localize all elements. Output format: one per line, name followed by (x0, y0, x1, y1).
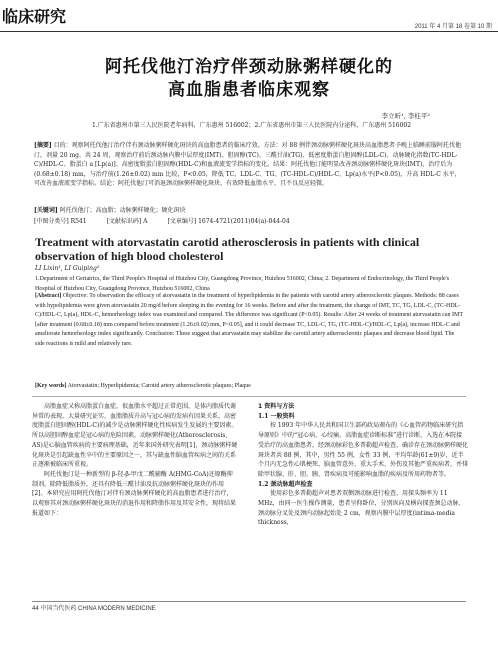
affiliation-cn: 1.广东省惠州市第三人民医院老年病科，广东惠州 516002；2.广东省惠州市第三人民医院内分泌科，广东惠州 516002 (91, 122, 412, 129)
abstract-en (35, 292, 465, 350)
body-paragraph: 阿托伐他汀是一种新型的 β-羟-β-甲戊二酰辅酶 A(HMG-CoA)还原酶抑制剂，除降低脂质外，还具有降低三酰甘油及抗动脉粥样硬化斑块的作用[2]。本研究应用阿托伐他汀对伴有颈动脉粥样硬化的高血脂患者进行治疗，以观察其对颈动脉粥样硬化斑块的消退作用和降脂作用及其安全性，现将结果报道如下： (32, 470, 237, 517)
body-rule (32, 396, 466, 397)
keywords-cn-text: 阿托伐他汀；高血脂；动脉粥样硬化；硬化斑块 (59, 207, 186, 214)
abstract-cn (34, 141, 466, 189)
body-paragraph: 使用彩色多普勒超声对患者双侧颈动脉进行检查，用探头频率为 11 MHz，由同一医生操作测量，患者呈仰卧位，分别纵向及横向探查颈总动脉、颈动脉分叉处及颈内动脉起始处 2 cm，观察内膜中层厚度(intima-media thickness， (258, 490, 465, 527)
page-header (0, 0, 498, 32)
authors-en: LI Lixin¹, LI Guiping² (35, 265, 100, 272)
issue-info: 2011 年 4 月第 18 卷第 10 期 (414, 24, 492, 30)
footer-rule (32, 601, 466, 602)
body-column-left (32, 402, 238, 518)
affiliation-en: 1.Department of Geriatrics, the Third People's Hospital of Huizhou City, Guangdong Province, Huizhou 516002, China; 2. Department of Endocrinology, the Third People's Hospital of Huizhou City, Guangdong Province, Huizhou 516002, China (35, 276, 450, 292)
keywords-en (35, 382, 465, 392)
classification-line (34, 217, 466, 227)
keywords-en-text: Atorvastatin; Hyperlipidemia; Carotid artery atherosclerotic plaques; Plaque (67, 383, 251, 389)
page-footer: 44 中国当代医药 CHINA MODERN MEDICINE (32, 606, 156, 612)
article-title-line2: 高血脂患者临床观察 (168, 80, 330, 100)
article-title-en: Treatment with atorvastatin carotid atherosclerosis in patients with clinical observation of high blood cholesterol (35, 235, 420, 263)
subsection-heading: 1.1 一般资料 (258, 412, 295, 420)
authors-cn: 李立昕¹, 李桂平² (381, 112, 430, 120)
section-heading: 1 资料与方法 (258, 403, 295, 410)
body-paragraph: 高脂血症又称高脂蛋白血症，很血脂水平超过正常范围，是体内脂质代谢异常的表现。大量研究证实，血脂脂质升高与冠心病的发病有因果关系，高密度脂蛋白胆固醇(HDL-C)的减少是动脉粥样硬化性疾病发生发展的主要因素。所以高胆固醇血症是冠心病的危险因素，动脉粥样硬化(Atherosclerosis, AS)是心脑血管疾病的主要病理基础，近年来国外研究表明[1]，颈动脉粥样硬化斑块是引起缺血性卒中的主要原因之一，其与缺血性脑血管疾病之间的关系正逐渐被临床所重视。 (32, 403, 238, 469)
keywords-cn (34, 206, 466, 216)
subsection-heading: 1.2 颈动脉超声检查 (258, 480, 313, 488)
abstract-cn-text: 目的：观察阿托伐他汀治疗伴有颈动脉粥样硬化斑块的高血脂患者的临床疗效。方法：对 88 例伴颈动脉粥样硬化斑块高血脂患者予晚上临睡前服阿托伐他汀，剂量 20 mg，共 24 周，观察治疗前后颈动脉内膜中层厚度(IMT)、胆固醇(TC)、三酰甘油(TG)、低密度脂蛋白胆固醇(LDL-C)、动脉硬化指数(TC-HDL-C)/HDL-C、脂蛋白 a [Lp(a)]、高密度脂蛋白胆固醇(HDL-C)和血液流变学指标的变化。结果：阿托伐他汀能明显改善颈动脉粥样硬化斑块(IMT)，治疗后为(0.68±0.18) mm，与治疗前(1.26±0.02) mm 比较，P<0.05，降低 TC、LDL-C、TG、(TC-HDL-C)/HDL-C、Lp(a)水平(P<0.05)，升高 HDL-C 水平，可改善血液流变学指标。结论：阿托伐他汀可消退颈动脉粥样硬化斑块，有效降低血脂水平，且不良反应轻微。 (34, 142, 462, 188)
body-column-right (258, 402, 468, 528)
header-rule (0, 31, 498, 32)
article-number: [文章编号] 1674-4721(2011)04(a)-044-04 (167, 218, 290, 225)
abstract-en-label: [Abstract] (35, 293, 62, 299)
clc-number: [中图分类号] R541 (34, 218, 87, 225)
abstract-en-text: Objective: To observation the efficacy of atorvastatin in the treatment of hyperlipidemia in the patients with carotid artery atherosclerotic plaques. Methods: 88 cases with hypolipidemia were given atorvastatin 20 mg/d before sleeping in the evening for 16 weeks. Before and after the treatment, the change of IMT, TC, TG, LDL-C, (TC-HDL-C)/HDL-C, Lp(a), HDL-C, hemorheology index was examined and compared. The difference was significant (P<0.05). Results: After 24 weeks of treatment atorvastatin can IMT [after treatment (0.68±0.18) mm compared before treatment (1.26±0.02) mm, P<0.05], and it could decrease TC, LDL-C, TG, (TC-HDL-C)/HDL-C, Lp(a), increase HDL-C and ameliorate hemorheology index significantly. Conclusion: These suggest that atorvastatin may stabilize the carotid artery atherosclerotic plaques and decrease blood lipid. The side reactions is mild and relatively rare. (35, 293, 463, 347)
article-title-line1: 阿托伐他汀治疗伴颈动脉粥样硬化的 (105, 57, 393, 77)
keywords-cn-label: [关键词] (34, 207, 58, 214)
document-code: [文献标识码] A (106, 218, 148, 225)
section-label: 临床研究 (2, 7, 67, 26)
body-paragraph: 按 1993 年中华人民共和国卫生部药政局颁布的《心血管药物临床研究指导原则》中的“冠心病、心绞痛、高脂血症诊断标准”进行诊断，入选在本院接受治疗的高血脂患者，经颈动脉彩色多普勒超声检查，确诊存在颈动脉粥样硬化斑块者共 88 例，其中，男性 55 例，女性 33 例，平均年龄(61±9)岁，近半个月内无急性心肌梗死、脑血管意外、重大手术、外伤及其他严重疾病者，并排除甲状腺、肝、胆、胰、肾疾病及可能影响血脂的疾病及所用药物者等。 (258, 422, 469, 478)
keywords-en-label: [Key words] (35, 383, 67, 389)
abstract-cn-label: [摘要] (34, 142, 52, 149)
